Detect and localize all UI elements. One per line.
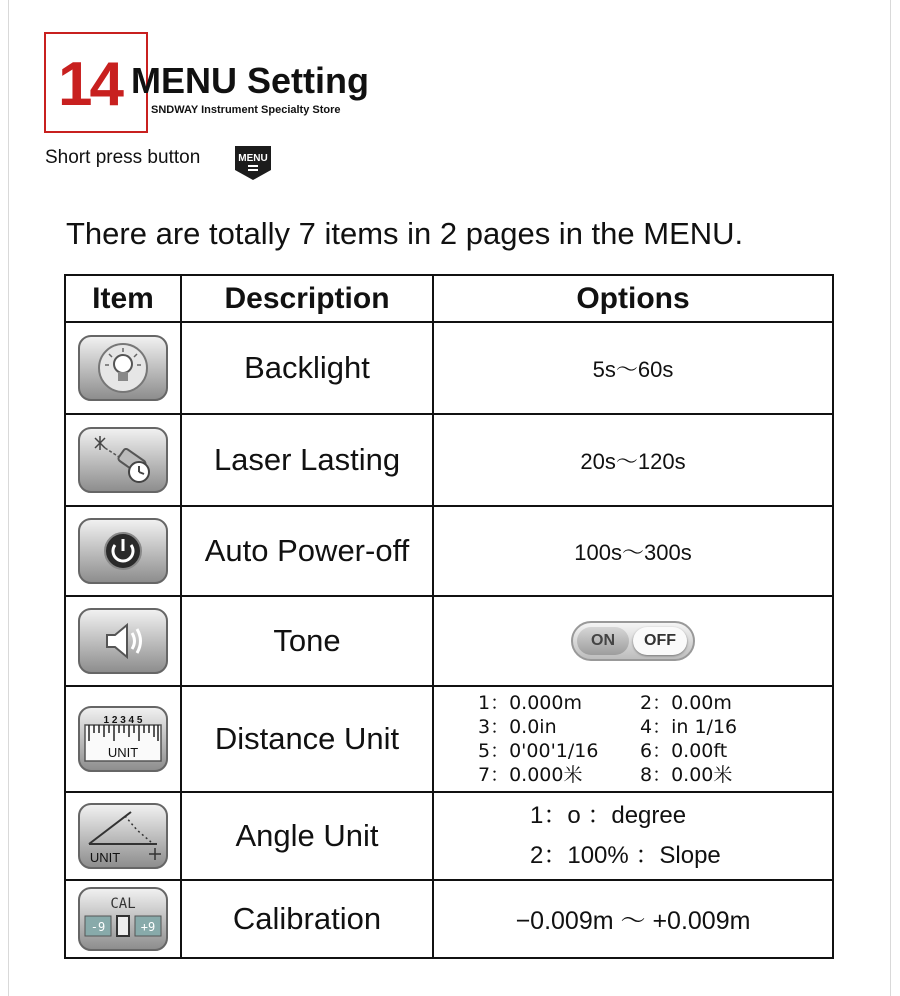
laser-lasting-icon [77, 426, 169, 494]
header-options: Options [433, 275, 833, 322]
unit-option: 7：0.000米 [478, 764, 583, 786]
store-name: SNDWAY Instrument Specialty Store [151, 104, 341, 116]
unit-option: 5：0'00'1/16 [478, 740, 599, 762]
row-options: 100s～300s [433, 506, 833, 596]
table-row [65, 506, 833, 596]
table-row [65, 596, 833, 686]
angle-unit-icon [77, 802, 169, 870]
page-border-right [890, 0, 891, 996]
icon-cell [65, 322, 181, 414]
menu-items-table [64, 274, 834, 959]
calibration-icon [77, 886, 169, 952]
page-border-left [8, 0, 9, 996]
row-description: Laser Lasting [181, 414, 433, 506]
row-description: Auto Power-off [181, 506, 433, 596]
angle-unit-options [434, 796, 832, 876]
calibration-minus-label: -9 [90, 920, 106, 934]
table-row [65, 414, 833, 506]
icon-cell [65, 792, 181, 880]
press-instruction: Short press button [45, 147, 201, 168]
toggle-on-label: ON [577, 627, 629, 655]
distance-unit-options [434, 691, 832, 787]
unit-option: 3：0.0in [478, 716, 557, 738]
header-description: Description [181, 275, 433, 322]
toggle-off-label: OFF [633, 627, 687, 655]
tone-toggle[interactable] [571, 621, 695, 661]
table-header-row [65, 275, 833, 322]
header-item: Item [65, 275, 181, 322]
section-title: MENU Setting [131, 60, 369, 101]
angle-option: 2：100% ：Slope [530, 842, 721, 869]
unit-option: 8：0.00米 [640, 764, 733, 786]
row-options [433, 596, 833, 686]
row-options [433, 686, 833, 792]
unit-option: 2：0.00m [640, 692, 732, 714]
power-icon [77, 517, 169, 585]
icon-cell [65, 414, 181, 506]
row-description: Distance Unit [181, 686, 433, 792]
icon-cell [65, 506, 181, 596]
menu-button-icon [233, 144, 273, 182]
menu-button-label: MENU [238, 153, 268, 164]
backlight-bulb-icon [77, 334, 169, 402]
icon-cell [65, 596, 181, 686]
angle-unit-label: UNIT [89, 850, 121, 865]
speaker-icon [77, 607, 169, 675]
table-row [65, 792, 833, 880]
intro-text: There are totally 7 items in 2 pages in the MENU. [66, 216, 744, 251]
row-description: Tone [181, 596, 433, 686]
ruler-unit-icon [77, 705, 169, 773]
row-options: 20s～120s [433, 414, 833, 506]
table-row [65, 686, 833, 792]
unit-option: 4：in 1/16 [640, 716, 738, 738]
table-row [65, 880, 833, 958]
row-description: Backlight [181, 322, 433, 414]
calibration-cal-label: CAL [110, 896, 136, 912]
calibration-plus-label: +9 [140, 920, 156, 934]
row-options: 5s～60s [433, 322, 833, 414]
icon-cell [65, 880, 181, 958]
angle-option: 1：o ：degree [530, 802, 687, 829]
row-options: −0.009m ～ +0.009m [433, 880, 833, 958]
unit-option: 1：0.000m [478, 692, 582, 714]
ruler-unit-label: UNIT [107, 745, 139, 760]
ruler-tick-labels: 1 2 3 4 5 [103, 715, 143, 726]
table-row [65, 322, 833, 414]
row-options [433, 792, 833, 880]
section-number: 14 [58, 50, 121, 119]
unit-option: 6：0.00ft [640, 740, 728, 762]
icon-cell [65, 686, 181, 792]
row-description: Angle Unit [181, 792, 433, 880]
row-description: Calibration [181, 880, 433, 958]
